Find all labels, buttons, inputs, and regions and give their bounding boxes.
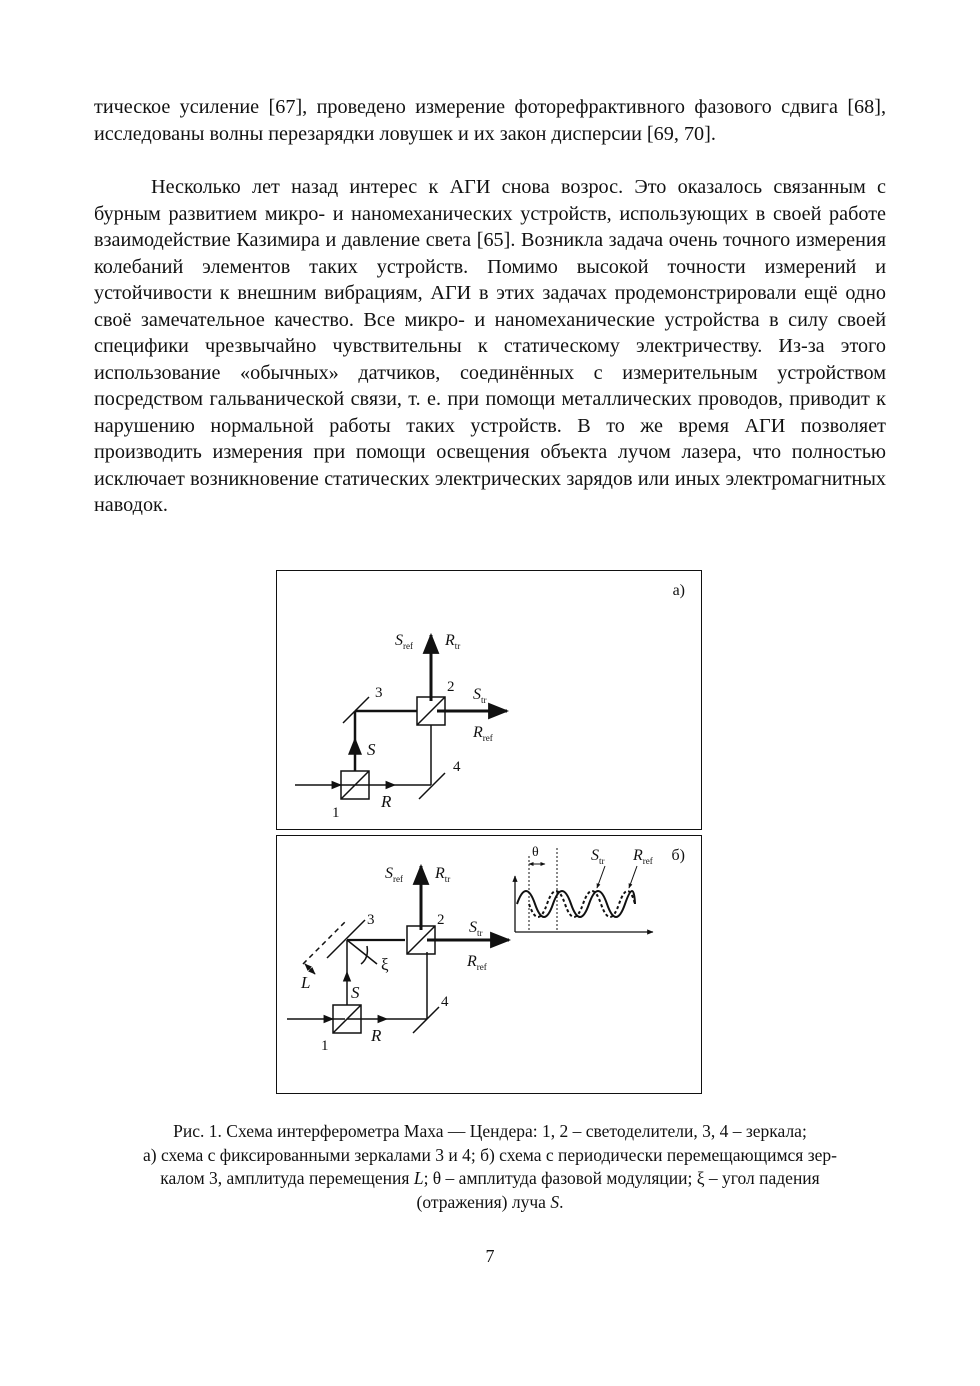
- wave-label-S-tr: $S_{tr}$: [591, 847, 605, 866]
- paragraph-2: [94, 174, 886, 519]
- interferometer-diagram-a: [277, 571, 700, 828]
- panel-b-tag: б): [671, 847, 685, 864]
- label-S-tr: $S_{tr}$: [469, 919, 483, 938]
- wave-S-tr: [517, 891, 635, 917]
- mirror-3-displaced: [303, 920, 347, 964]
- paragraph-1: [94, 94, 886, 147]
- figure-panel-b: [276, 835, 702, 1094]
- label-R-ref: $R_{ref}$: [467, 953, 487, 972]
- label-theta: θ: [532, 845, 539, 860]
- caption-line-4: (отражения) луча S.: [416, 1191, 564, 1212]
- label-S-ref: $S_{ref}$: [385, 865, 403, 884]
- paragraph-1-text: тическое усиление [67], проведено измерение фоторефрактивного фазового сдвига [68], исследованы волны перезарядки ловушек и их закон дисперсии [69, 70].: [94, 96, 886, 145]
- label-3: 3: [367, 912, 375, 928]
- label-2: 2: [437, 912, 445, 928]
- label-S: S: [367, 740, 376, 759]
- figure-caption: [100, 1120, 880, 1214]
- label-1: 1: [332, 805, 340, 821]
- label-1: 1: [321, 1038, 329, 1054]
- angle-xi-arc: [361, 946, 367, 964]
- label-R-ref: $R_{ref}$: [473, 724, 493, 743]
- label-R-tr: $R_{tr}$: [435, 865, 451, 884]
- paragraph-2-text: Несколько лет назад интерес к АГИ снова возрос. Это оказалось связанным с бурным развитием микро- и наномеханических устройств, использующих в своей работе взаимодействие Казимира и давление света [65]. Возникла задача очень точного измерения колебаний элементов таких устройств. Помимо высокой точности измерений и устойчивости к внешним вибрациям, АГИ в этих задачах продемонстрировали ещё одно своё замечательное качество. Все микро- и наномеханические устройства в силу своей специфики чрезвычайно чувствительны к статическому электричеству. Из-за этого использование «обычных» датчиков, соединённых с измерительным устройством посредством гальванической связи, т. е. при помощи металлических проводов, приводит к нарушению нормальной работы таких устройств. В то же время АГИ позволяет производить измерения при помощи освещения объекта лучом лазера, что полностью исключает возникновение статических электрических зарядов или иных электромагнитных наводок.: [94, 176, 886, 516]
- label-R: R: [381, 792, 392, 811]
- wave-R-ref: [529, 891, 635, 917]
- caption-line-1: Рис. 1. Схема интерферометра Маха — Цендера: 1, 2 – светоделители, 3, 4 – зеркала;: [173, 1121, 807, 1141]
- label-S: S: [351, 983, 360, 1002]
- label-4: 4: [453, 759, 461, 775]
- reflected-ray: [347, 940, 377, 964]
- label-S-ref: $S_{ref}$: [395, 632, 413, 651]
- wave-R-pointer: [629, 866, 637, 888]
- panel-a-tag: а): [672, 582, 685, 599]
- label-2: 2: [447, 679, 455, 695]
- label-R: R: [371, 1026, 382, 1045]
- mirror-4: [413, 1007, 439, 1033]
- page-number: 7: [485, 1246, 495, 1266]
- label-L: L: [301, 973, 311, 992]
- figure-panel-a: [276, 570, 702, 830]
- interferometer-diagram-b: [277, 836, 700, 1092]
- caption-line-2: а) схема с фиксированными зеркалами 3 и 4; б) схема с периодически перемещающимся зер-: [142, 1144, 837, 1165]
- wave-S-pointer: [597, 866, 605, 888]
- mirror-4: [419, 773, 445, 799]
- label-S-tr: $S_{tr}$: [473, 686, 487, 705]
- label-R-tr: $R_{tr}$: [445, 632, 461, 651]
- label-3: 3: [375, 685, 383, 701]
- wave-label-R-ref: $R_{ref}$: [633, 847, 653, 866]
- label-4: 4: [441, 994, 449, 1010]
- caption-line-3: калом 3, амплитуда перемещения L; θ – амплитуда фазовой модуляции; ξ – угол падения: [160, 1168, 820, 1188]
- label-xi: ξ: [381, 955, 389, 974]
